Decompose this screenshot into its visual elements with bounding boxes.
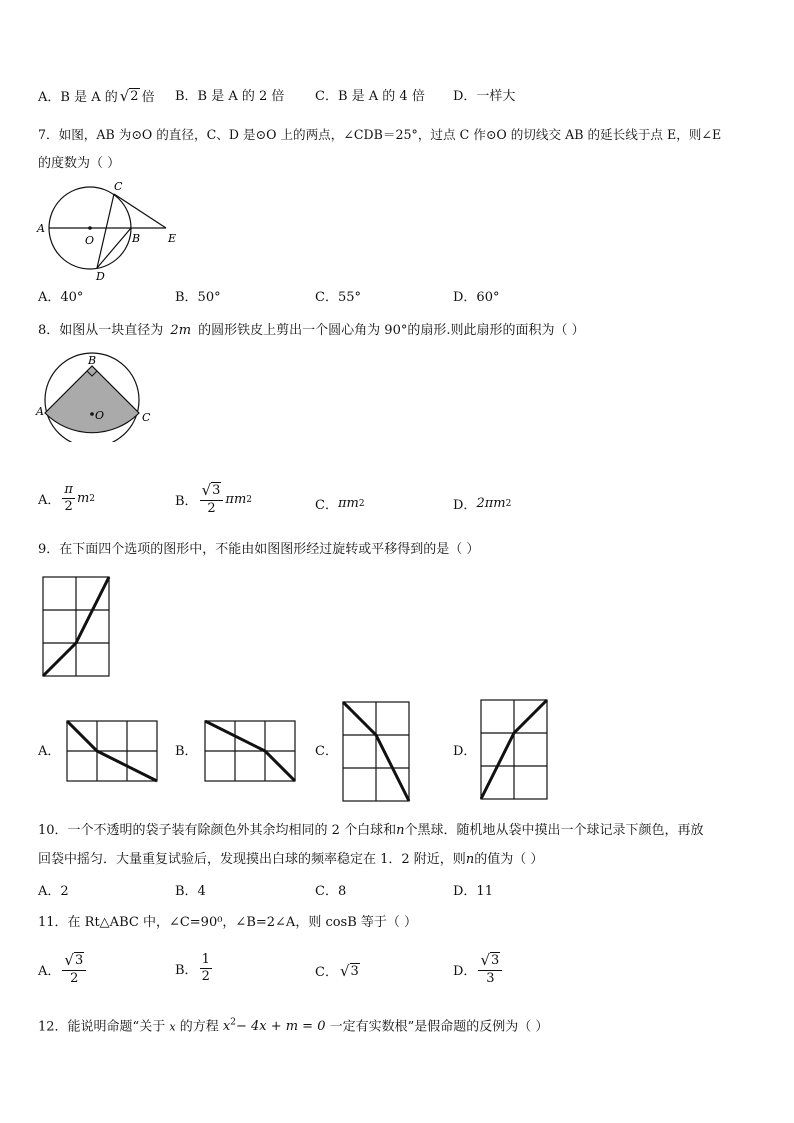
sqrt-expression: √ 2: [119, 86, 139, 105]
q7-label-c: C: [114, 180, 123, 193]
q7-label-b: B: [132, 232, 141, 245]
fraction: √ 3 2: [62, 952, 86, 987]
q7-option-b[interactable]: B．50°: [175, 290, 221, 305]
q9-option-c-grid[interactable]: [342, 701, 412, 803]
sqrt-expression: √ 3: [339, 961, 359, 980]
q8-option-c[interactable]: C． πm 2: [315, 496, 365, 513]
q12-equation: $x^2- 4x + m = 0$: [222, 1018, 326, 1035]
q7-center-dot: [88, 226, 92, 230]
q9-option-b-grid[interactable]: [204, 720, 298, 784]
q11-option-a[interactable]: A． √ 3 2: [38, 952, 88, 987]
q11-option-b[interactable]: B． $\frac{1}{2}$: [175, 952, 210, 984]
q9-option-d-grid[interactable]: [480, 699, 550, 801]
q8-center-dot: [90, 412, 94, 416]
q8-label-a: A: [36, 405, 44, 418]
q10-option-b[interactable]: B．4: [175, 884, 206, 899]
q9-option-c-label[interactable]: C．: [315, 744, 338, 759]
q9-option-b-label[interactable]: B．: [175, 744, 198, 759]
q9-reference-grid: [42, 576, 112, 678]
q8-option-b[interactable]: B． √ 3 2 πm 2: [175, 481, 253, 516]
q7-stem-line2: 的度数为（ ）: [38, 156, 121, 171]
q8-label-o: O: [95, 409, 105, 422]
q7-tangent-CE: [114, 194, 166, 228]
q11-option-d[interactable]: D． √ 3 3: [453, 952, 504, 987]
q7-option-c[interactable]: C．55°: [315, 290, 361, 305]
q7-label-o: O: [85, 234, 95, 247]
q8-option-d[interactable]: D． 2πm 2: [453, 496, 512, 513]
fraction: √ 3 2: [200, 482, 224, 517]
q7-option-d[interactable]: D．60°: [453, 290, 500, 305]
q6-option-a[interactable]: [38, 86, 155, 105]
q6-option-b[interactable]: B．B 是 A 的 2 倍: [175, 89, 285, 104]
q8-option-a[interactable]: A． $\frac{\pi}{2}$ m 2: [38, 482, 95, 514]
q9-option-a-label[interactable]: A．: [38, 744, 61, 759]
q7-chord-CD: [97, 194, 114, 268]
q10-stem-line2: 回袋中摇匀．大量重复试验后，发现摸出白球的频率稳定在 1．2 附近，则n的值为（ ）: [38, 852, 544, 867]
q11-option-c[interactable]: C． √ 3: [315, 961, 359, 980]
q7-circle-diagram: [32, 178, 182, 288]
q10-option-d[interactable]: D．11: [453, 884, 493, 899]
fraction: $\frac{\pi}{2}$: [64, 482, 73, 514]
q8-label-c: C: [142, 411, 151, 424]
q10-stem-line1: 10．一个不透明的袋子装有除颜色外其余均相同的 2 个白球和n个黑球．随机地从袋中摸出一个球记录下颜色，再放: [38, 823, 704, 838]
q7-label-a: A: [37, 222, 45, 235]
q12-stem: 12．能说明命题“关于 x 的方程 $x^2- 4x + m = 0$ 一定有实数根”是假命题的反例为（ ）: [38, 1018, 549, 1035]
q7-label-d: D: [96, 270, 105, 283]
q8-sector-diagram: [32, 352, 162, 442]
q7-label-e: E: [168, 232, 177, 245]
q6-option-d[interactable]: D．一样大: [453, 89, 516, 104]
q8-stem: 8．如图从一块直径为 2m 的圆形铁皮上剪出一个圆心角为 90°的扇形.则此扇形的面积为（ ）: [38, 323, 585, 338]
q8-diameter-value: 2m: [170, 323, 192, 338]
q7-option-a[interactable]: A．40°: [38, 290, 84, 305]
q6-option-c[interactable]: C．B 是 A 的 4 倍: [315, 89, 425, 104]
q9-stem: 9．在下面四个选项的图形中，不能由如图图形经过旋转或平移得到的是（ ）: [38, 542, 480, 557]
q10-option-c[interactable]: C．8: [315, 884, 347, 899]
q8-label-b: B: [88, 354, 97, 367]
q6-option-a-text: A．B 是 A 的: [38, 90, 118, 105]
q11-stem: 11．在 Rt△ABC 中，∠C=90⁰，∠B=2∠A，则 cosB 等于（ ）: [38, 915, 418, 930]
q6-option-a-suffix: 倍: [141, 90, 155, 105]
fraction: $\frac{1}{2}$: [201, 952, 210, 984]
q7-stem-line1: 7．如图，AB 为⊙O 的直径，C、D 是⊙O 上的两点，∠CDB＝25°，过点 C 作⊙O 的切线交 AB 的延长线于点 E，则∠E: [38, 127, 722, 142]
q10-option-a[interactable]: A．2: [38, 884, 69, 899]
q9-option-d-label[interactable]: D．: [453, 744, 477, 759]
fraction: √ 3 3: [478, 952, 502, 987]
q9-option-a-grid[interactable]: [66, 720, 160, 784]
